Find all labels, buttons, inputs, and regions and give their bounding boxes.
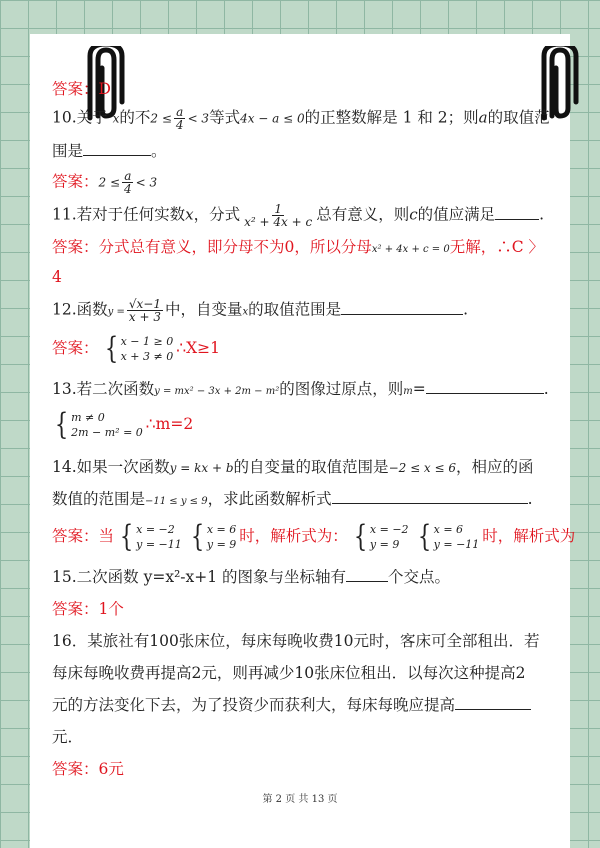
q14-answer: 答案：当 { x = −2 y = −11 { x = 6 y = 9 时，解析式为： { x = −2 y = 9 { x = 6 y = −11 时，解析式为 [52, 519, 576, 554]
q11-answer-line2: 4 [52, 268, 62, 286]
q16-line3: 元的方法变化下去，为了投资少而获利大，每床每晚应提高 [52, 694, 531, 716]
q16-answer: 答案：6元 [52, 760, 124, 778]
q14-line2: 数值的范围是−11 ≤ y ≤ 9，求此函数解析式 . [52, 490, 533, 508]
q13-line: 13.若二次函数y = mx² − 3x + 2m − m²的图像过原点，则m= . [52, 380, 549, 398]
q9-answer: 答案：D [52, 80, 111, 98]
q11-answer: 答案：分式总有意义，即分母不为0，所以分母x² + 4x + c = 0无解，∴C 〉 [52, 238, 545, 256]
q11-line1: 11.若对于任何实数x，分式 $\frac{1}{\text{x² + 4x + c}}$ 总有意义，则c的值应满足 . [52, 202, 545, 229]
answer-blank [341, 300, 463, 315]
answer-blank [83, 141, 151, 156]
q14-line1: 14.如果一次函数y = kx + b的自变量的取值范围是−2 ≤ x ≤ 6，相应的函 [52, 458, 534, 476]
answer-blank [455, 695, 531, 710]
page-footer: 第 2 页 共 13 页 [262, 794, 338, 805]
q12-line: 12.函数y = $\frac{√x-1}{x + 3}$ 中，自变量x的取值范围是 . [52, 297, 469, 324]
equation-system: { x − 1 ≥ 0 x + 3 ≠ 0 [104, 331, 174, 366]
q16-line2: 每床每晚收费再提高2元，则再减少10张床位租出．以每次这种提高2 [52, 664, 526, 682]
q12-answer: 答案： { x − 1 ≥ 0 x + 3 ≠ 0 ∴X≥1 [52, 331, 220, 366]
answer-blank [332, 489, 528, 504]
q15-line: 15.二次函数 y=x²-x+1 的图象与坐标轴有 个交点。 [52, 568, 451, 586]
q10-line1: 10.关于 x的不2 ≤ $\frac{a}{4}$ < 3等式4x − a ≤ 0的正整数解是 1 和 2；则a的取值范 [52, 105, 550, 132]
equation-system: { m ≠ 0 2m − m² = 0 [54, 407, 143, 442]
q16-line1: 16．某旅社有100张床位，每床每晚收费10元时，客床可全部租出．若 [52, 632, 540, 650]
fraction: $\frac{a}{4}$ [175, 105, 184, 132]
q10-answer: 答案：2 ≤ $\frac{a}{4}$ < 3 [52, 169, 158, 196]
answer-blank [495, 205, 539, 220]
q15-answer: 答案：1个 [52, 600, 124, 618]
q10-line2: 围是 。 [52, 142, 167, 160]
answer-blank [426, 379, 544, 394]
q16-line4: 元． [52, 728, 84, 746]
answer-blank [346, 567, 388, 582]
q13-answer: { m ≠ 0 2m − m² = 0 ∴m=2 [52, 410, 193, 440]
